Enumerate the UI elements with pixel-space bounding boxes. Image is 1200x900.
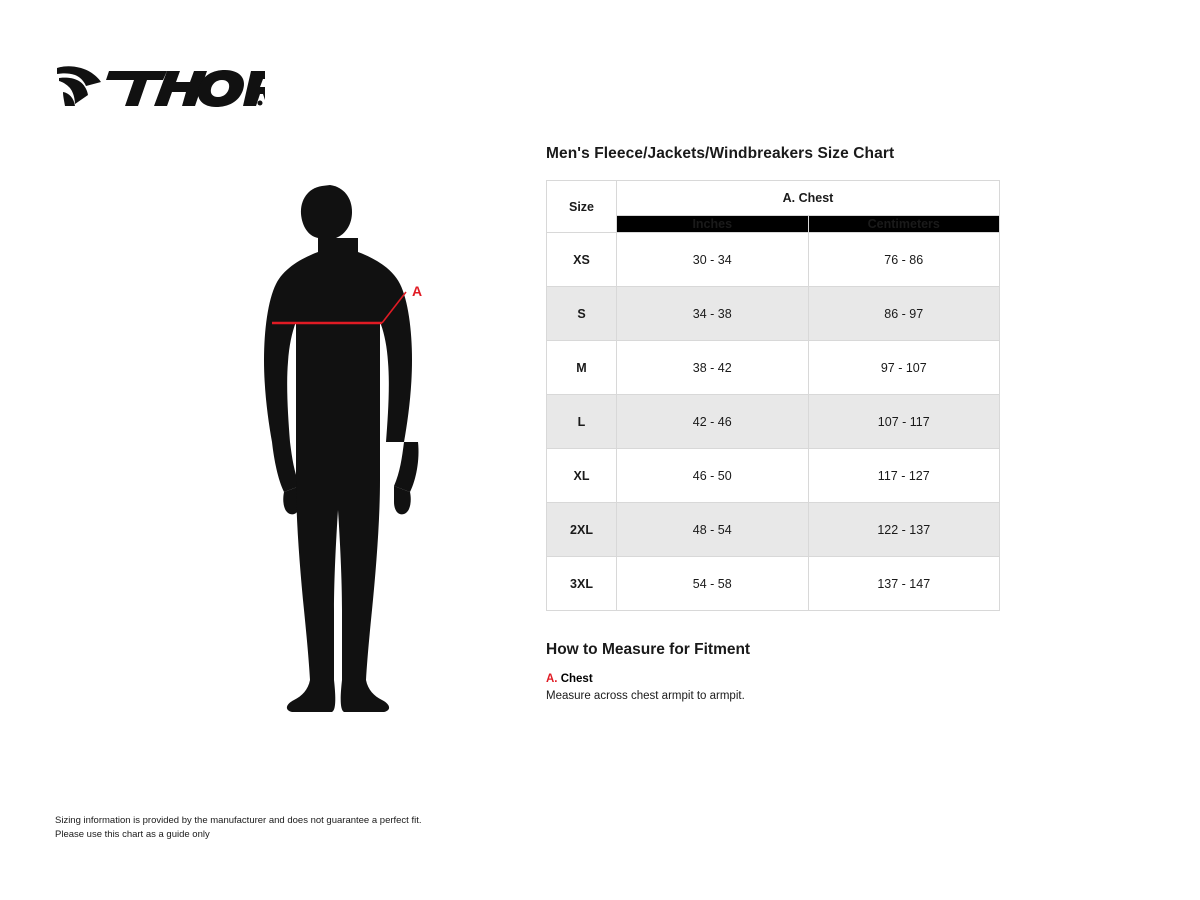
size-chart-table (546, 180, 1000, 611)
registered-mark-dot (258, 101, 263, 106)
table-row (547, 233, 1000, 287)
column-group-header-chest: A. Chest (617, 181, 1000, 216)
size-chart-panel (546, 145, 1006, 702)
measure-item-description: Measure across chest armpit to armpit. (546, 690, 745, 702)
page-title: Men's Fleece/Jackets/Windbreakers Size Chart (546, 145, 895, 162)
cell-size: XS (547, 233, 617, 287)
cell-centimeters: 117 - 127 (808, 449, 1000, 503)
table-row (547, 449, 1000, 503)
body-figure-illustration (230, 180, 490, 720)
table-row (547, 341, 1000, 395)
disclaimer-line-1: Sizing information is provided by the manufacturer and does not guarantee a perfect fit. (55, 815, 422, 826)
cell-centimeters: 76 - 86 (808, 233, 1000, 287)
cell-centimeters: 107 - 117 (808, 395, 1000, 449)
cell-size: 2XL (547, 503, 617, 557)
measure-item-label (546, 673, 1006, 685)
cell-inches: 48 - 54 (617, 503, 809, 557)
column-header-centimeters: Centimeters (808, 216, 1000, 233)
cell-size: 3XL (547, 557, 617, 611)
cell-inches: 30 - 34 (617, 233, 809, 287)
cell-centimeters: 137 - 147 (808, 557, 1000, 611)
table-row (547, 557, 1000, 611)
measure-item-name: Chest (560, 673, 593, 685)
measure-item-letter: A. (546, 673, 558, 685)
cell-inches: 54 - 58 (617, 557, 809, 611)
how-to-measure-title: How to Measure for Fitment (546, 641, 751, 658)
cell-size: S (547, 287, 617, 341)
cell-centimeters: 86 - 97 (808, 287, 1000, 341)
cell-size: M (547, 341, 617, 395)
cell-size: L (547, 395, 617, 449)
thor-helmet-logo (55, 62, 265, 112)
column-header-size: Size (547, 181, 617, 233)
table-row (547, 395, 1000, 449)
cell-size: XL (547, 449, 617, 503)
cell-inches: 38 - 42 (617, 341, 809, 395)
cell-inches: 46 - 50 (617, 449, 809, 503)
cell-inches: 42 - 46 (617, 395, 809, 449)
cell-inches: 34 - 38 (617, 287, 809, 341)
figure-callout-letter: A (412, 283, 423, 299)
cell-centimeters: 122 - 137 (808, 503, 1000, 557)
brand-logo (55, 62, 265, 112)
cell-centimeters: 97 - 107 (808, 341, 1000, 395)
column-header-inches: Inches (617, 216, 809, 233)
measure-item (546, 673, 1006, 702)
male-body-silhouette (264, 185, 419, 712)
disclaimer (55, 814, 422, 842)
table-row (547, 503, 1000, 557)
table-header-row-1 (547, 181, 1000, 216)
table-row (547, 287, 1000, 341)
disclaimer-line-2: Please use this chart as a guide only (55, 829, 210, 840)
